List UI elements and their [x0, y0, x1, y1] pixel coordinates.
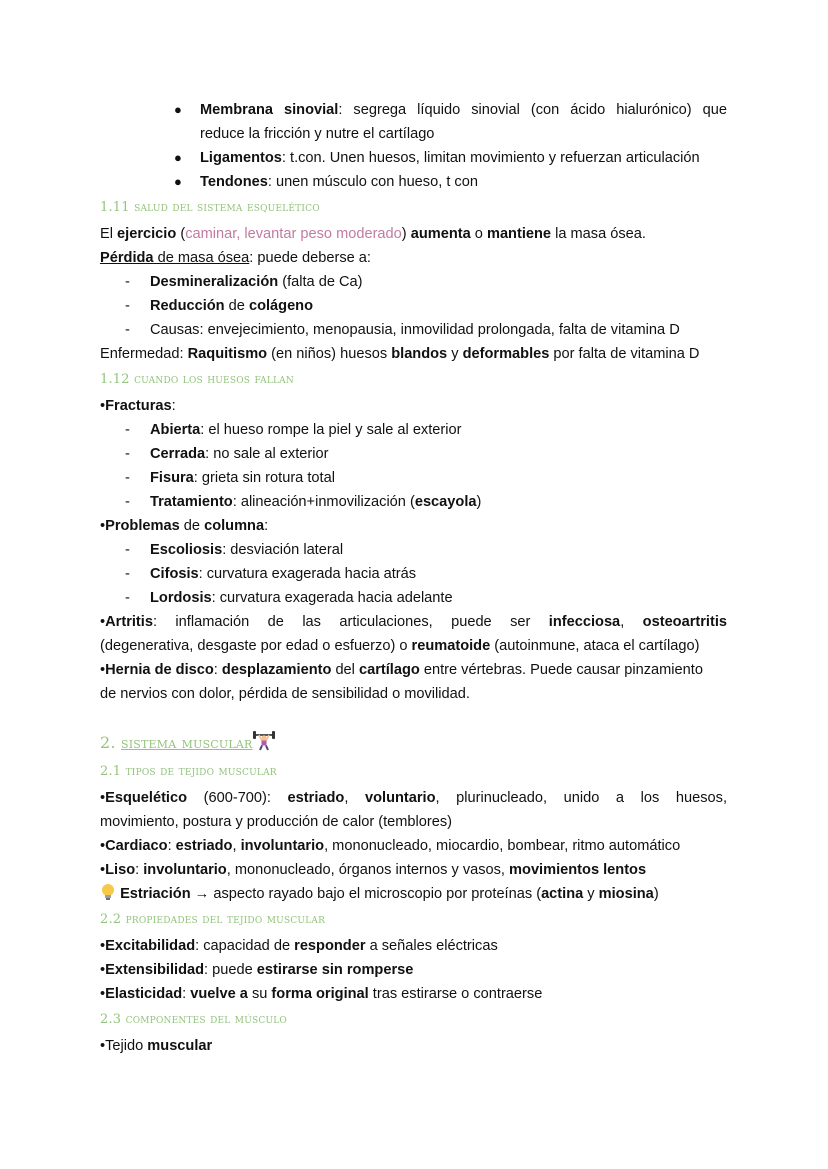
- bold-term: ejercicio: [117, 226, 177, 242]
- bold-term: Reducción: [150, 298, 225, 314]
- text: a señales eléctricas: [365, 938, 498, 954]
- bold-term: Cifosis: [150, 566, 199, 582]
- artritis-line-2: [100, 634, 727, 658]
- text: : alineación+inmovilización (: [232, 494, 415, 510]
- text: : inflamación de las articulaciones, puede ser: [152, 614, 549, 630]
- list-item: [150, 538, 343, 562]
- list-item: [150, 490, 481, 514]
- bold-term: Artritis: [105, 614, 153, 630]
- bold-term: mantiene: [486, 226, 552, 242]
- text: y: [447, 346, 463, 362]
- bold-term: estriado: [287, 790, 345, 806]
- highlight-text: caminar, levantar peso moderado: [185, 226, 402, 242]
- tendones-line: [200, 170, 727, 194]
- list-item: Causas: envejecimiento, menopausia, inmovilidad prolongada, falta de vitamina D: [150, 322, 680, 338]
- bold-term: Tratamiento: [150, 494, 233, 510]
- bold-term: cartílago: [358, 662, 420, 678]
- bold-term: Escoliosis: [150, 542, 223, 558]
- bold-term: estirarse sin romperse: [256, 962, 414, 978]
- text: (600-700):: [187, 790, 288, 806]
- dash: -: [125, 274, 130, 290]
- text: ,: [232, 838, 241, 854]
- text: , mononucleado, órganos internos y vasos,: [226, 862, 510, 878]
- synovial-cont: reduce la fricción y nutre el cartílago: [200, 126, 435, 142]
- text: tras estirarse o contraerse: [368, 986, 543, 1002]
- bold-term: muscular: [147, 1038, 213, 1054]
- lightbulb-icon: [100, 883, 116, 901]
- bold-term: involuntario: [240, 838, 325, 854]
- text: : capacidad de: [195, 938, 295, 954]
- heading-2-3: 2.3 componentes del músculo: [100, 1012, 287, 1027]
- bullet-dot: ●: [174, 150, 182, 165]
- text: : puede deberse a:: [249, 250, 371, 266]
- esqueletico-line-2: movimiento, postura y producción de calor (temblores): [100, 814, 453, 830]
- text: , mononucleado, miocardio, bombear, ritmo automático: [324, 838, 681, 854]
- text: (autoinmune, ataca el cartílago): [490, 638, 700, 654]
- dash: -: [125, 446, 130, 462]
- text: : puede: [204, 962, 257, 978]
- text: la masa ósea.: [551, 226, 646, 242]
- text: :: [167, 838, 176, 854]
- bold-term: Excitabilidad: [105, 938, 196, 954]
- bold-term: Raquitismo: [187, 346, 268, 362]
- bold-term: estriado: [175, 838, 233, 854]
- bold-term: Problemas: [105, 518, 180, 534]
- bold-term: responder: [294, 938, 366, 954]
- text: o: [470, 226, 487, 242]
- dash: -: [125, 298, 130, 314]
- dash: -: [125, 322, 130, 338]
- text: entre vértebras. Puede causar pinzamiento: [419, 662, 703, 678]
- text: : no sale al exterior: [205, 446, 329, 462]
- ejercicio-paragraph: [100, 222, 727, 246]
- text: ,: [344, 790, 365, 806]
- text: y: [583, 886, 599, 902]
- list-item: [150, 562, 416, 586]
- text: (degenerativa, desgaste por edad o esfuerzo) o: [100, 638, 412, 654]
- ligamentos-text: : t.con. Unen huesos, limitan movimiento y refuerzan articulación: [281, 150, 700, 166]
- dash: -: [125, 542, 130, 558]
- bold-term: voluntario: [364, 790, 436, 806]
- text: : curvatura exagerada hacia adelante: [211, 590, 453, 606]
- heading-number: 2.: [100, 733, 121, 752]
- synovial-term: Membrana sinovial: [200, 102, 339, 118]
- extensibilidad-line: [100, 958, 727, 982]
- text: ): [476, 494, 482, 510]
- bold-term: Fisura: [150, 470, 194, 486]
- text: ): [653, 886, 659, 902]
- ligamentos-line: [200, 146, 727, 170]
- dash: -: [125, 422, 130, 438]
- heading-2-1: 2.1 tipos de tejido muscular: [100, 764, 277, 779]
- list-item: [150, 466, 335, 490]
- text: ,: [620, 614, 643, 630]
- text: de: [224, 298, 249, 314]
- text: → aspecto rayado bajo el microscopio por proteínas (: [190, 886, 542, 902]
- bullet: •: [100, 1038, 106, 1054]
- list-item: [150, 270, 363, 294]
- text: , plurinucleado, unido a los huesos,: [435, 790, 727, 806]
- estriacion-line: [100, 882, 727, 906]
- text: (falta de Ca): [278, 274, 363, 290]
- text: (en niños) huesos: [267, 346, 392, 362]
- tendones-text: : unen músculo con hueso, t con: [267, 174, 478, 190]
- list-item: [150, 418, 461, 442]
- text: : el hueso rompe la piel y sale al exterior: [200, 422, 462, 438]
- text: de: [179, 518, 205, 534]
- enfermedad-paragraph: [100, 342, 727, 366]
- dash: -: [125, 494, 130, 510]
- fracturas-line: [100, 394, 727, 418]
- text: Enfermedad:: [100, 346, 188, 362]
- synovial-text: : segrega líquido sinovial (con ácido hialurónico) que: [338, 102, 728, 118]
- synovial-line: [200, 98, 727, 122]
- bold-term: actina: [541, 886, 584, 902]
- bold-term: desplazamiento: [221, 662, 332, 678]
- text: :: [264, 518, 269, 534]
- excitabilidad-line: [100, 934, 727, 958]
- text: :: [135, 862, 144, 878]
- bold-term: Desmineralización: [150, 274, 279, 290]
- problemas-line: [100, 514, 727, 538]
- text: : desviación lateral: [222, 542, 344, 558]
- bullet-dot: ●: [174, 102, 182, 117]
- bold-term: columna: [204, 518, 265, 534]
- text: :: [182, 986, 191, 1002]
- bold-term: Esquelético: [105, 790, 188, 806]
- text: del: [331, 662, 359, 678]
- tejido-line: [100, 1034, 727, 1058]
- bold-term: Hernia de disco: [105, 662, 214, 678]
- bold-term: infecciosa: [548, 614, 621, 630]
- bullet: •: [100, 518, 106, 534]
- heading-2-2: 2.2 propiedades del tejido muscular: [100, 912, 326, 927]
- bold-term: Extensibilidad: [105, 962, 205, 978]
- dash: -: [125, 566, 130, 582]
- bold-term: Abierta: [150, 422, 201, 438]
- list-item: [150, 442, 328, 466]
- bold-term: forma original: [271, 986, 369, 1002]
- bold-term: reumatoide: [411, 638, 491, 654]
- list-item: [150, 586, 453, 610]
- bullet: •: [100, 938, 106, 954]
- heading-1-12: 1.12 cuando los huesos fallan: [100, 372, 294, 387]
- bold-term: Liso: [105, 862, 136, 878]
- bold-term: escayola: [414, 494, 477, 510]
- bullet: •: [100, 962, 106, 978]
- bullet-dot: ●: [174, 174, 182, 189]
- tendones-term: Tendones: [200, 174, 268, 190]
- liso-line: [100, 858, 727, 882]
- bold-term: Fracturas: [105, 398, 172, 414]
- bold-term: Estriación: [120, 886, 191, 902]
- hernia-line-1: [100, 658, 727, 682]
- bold-term: miosina: [598, 886, 654, 902]
- list-item: [150, 294, 313, 318]
- text: : curvatura exagerada hacia atrás: [198, 566, 417, 582]
- text: ): [401, 226, 411, 242]
- text: :: [213, 662, 222, 678]
- text: : grieta sin rotura total: [193, 470, 335, 486]
- bold-term: Cardiaco: [105, 838, 168, 854]
- cardiaco-line: [100, 834, 727, 858]
- bullet: •: [100, 662, 106, 678]
- bullet: •: [100, 986, 106, 1002]
- text: por falta de vitamina D: [549, 346, 700, 362]
- bold-term: deformables: [462, 346, 550, 362]
- bold-term: Elasticidad: [105, 986, 183, 1002]
- bold-term: Lordosis: [150, 590, 212, 606]
- bold-term: blandos: [391, 346, 448, 362]
- underlined-term: Pérdida: [100, 250, 154, 266]
- dash: -: [125, 590, 130, 606]
- bold-term: movimientos lentos: [509, 862, 647, 878]
- heading-2: [100, 731, 275, 755]
- artritis-line-1: [100, 610, 727, 634]
- bullet: •: [100, 790, 106, 806]
- bullet: •: [100, 614, 106, 630]
- text: El: [100, 226, 118, 242]
- perdida-paragraph: [100, 246, 727, 270]
- bold-term: colágeno: [248, 298, 314, 314]
- bullet: •: [100, 398, 106, 414]
- elasticidad-line: [100, 982, 727, 1006]
- bold-term: Cerrada: [150, 446, 206, 462]
- heading-title: sistema muscular: [120, 733, 253, 752]
- underlined-text: de masa ósea: [153, 250, 250, 266]
- bullet: •: [100, 862, 106, 878]
- heading-1-11: 1.11 salud del sistema esquelético: [100, 200, 320, 215]
- text: su: [247, 986, 272, 1002]
- dash: -: [125, 470, 130, 486]
- hernia-line-2: de nervios con dolor, pérdida de sensibilidad o movilidad.: [100, 686, 470, 702]
- bold-term: involuntario: [143, 862, 227, 878]
- text: :: [171, 398, 176, 414]
- weightlifter-icon: [253, 731, 275, 751]
- text: Tejido: [105, 1038, 148, 1054]
- ligamentos-term: Ligamentos: [200, 150, 282, 166]
- text: (: [176, 226, 186, 242]
- bullet: •: [100, 838, 106, 854]
- bold-term: aumenta: [410, 226, 471, 242]
- bold-term: vuelve a: [190, 986, 248, 1002]
- bold-term: osteoartritis: [642, 614, 728, 630]
- esqueletico-line-1: [100, 786, 727, 810]
